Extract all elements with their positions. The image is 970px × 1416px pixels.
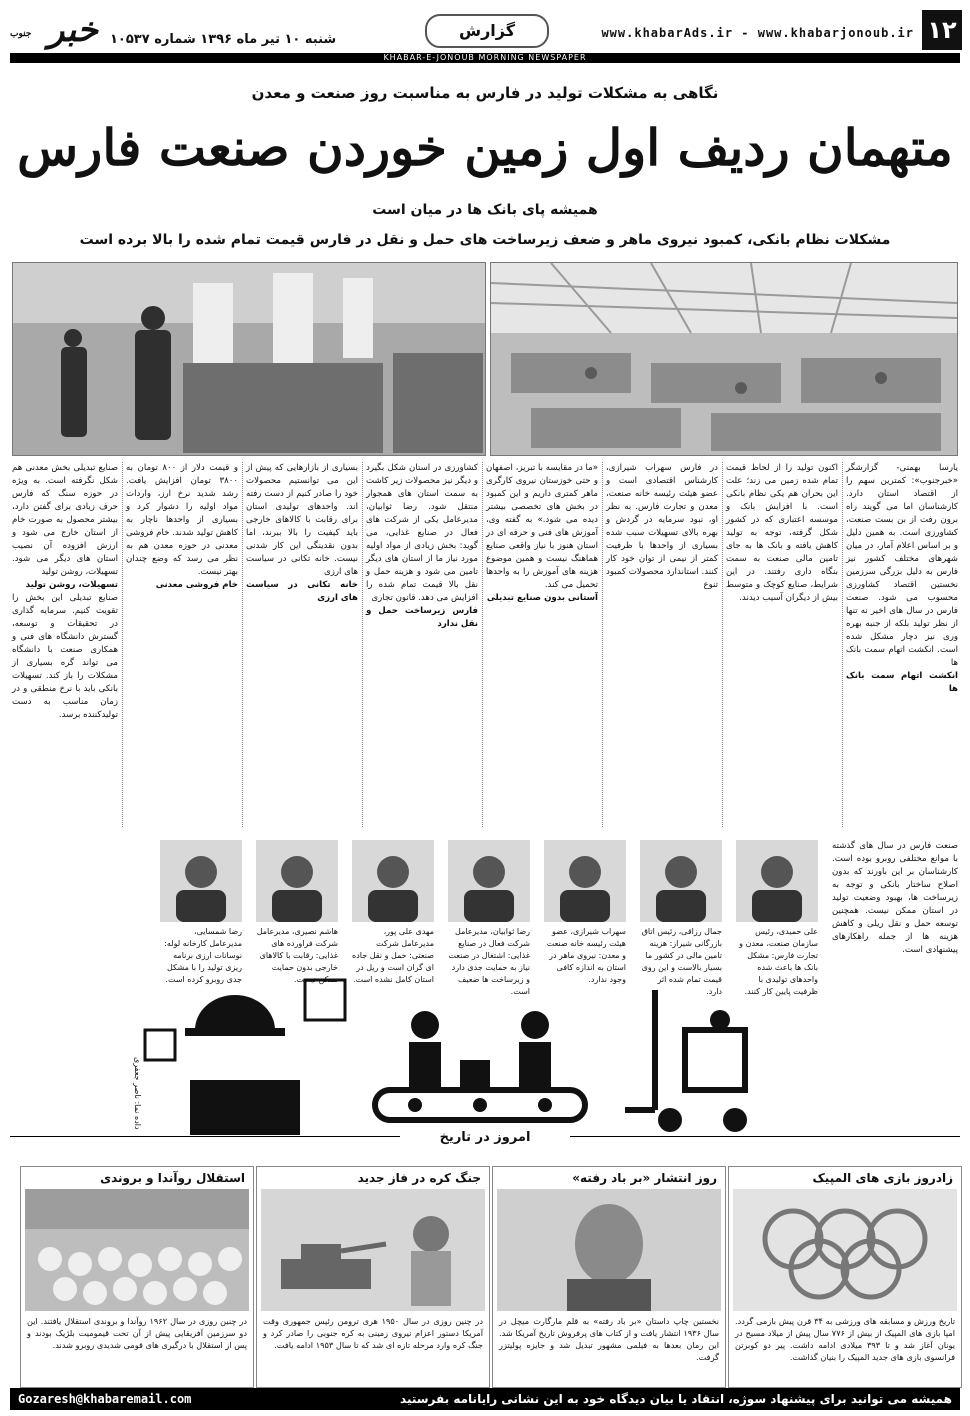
logo-text: خبر <box>47 10 98 50</box>
history-box-text: نخستین چاپ داستان «بر باد رفته» به قلم مارگارت میچل در سال ۱۹۳۶ انتشار یافت و از کتاب های پرفروش تاریخ آمریکا شد. این رمان بعدها به فیلمی مشهور تبدیل شد و جایزه پولیتزر گرفت. <box>499 1316 719 1362</box>
history-box <box>492 1166 726 1388</box>
industry-infographic <box>125 970 785 1140</box>
column-divider <box>722 462 723 827</box>
article-subhead-1: همیشه پای بانک ها در میان است <box>372 202 598 218</box>
page-number: ۱۲ <box>922 10 962 50</box>
footer-email-link[interactable]: Gozaresh@khabaremail.com <box>18 1392 192 1406</box>
history-box <box>728 1166 962 1388</box>
history-box-title: زادروز بازی های المپیک <box>812 1171 953 1185</box>
column-subhead: آستانی بدون صنایع تبدیلی <box>486 593 598 603</box>
bio-card <box>448 840 530 996</box>
history-box <box>20 1166 254 1388</box>
workers-machinery-photo <box>12 262 486 456</box>
section-label: گزارش <box>425 14 549 48</box>
bio-caption: هاشم نصیری، مدیرعامل شرکت فراورده های غذایی: رقابت با کالاهای خارجی بدون حمایت ممکن نیست. <box>256 927 338 984</box>
column-subhead: فارس زیرساخت حمل و نقل ندارد <box>366 606 478 629</box>
olympic-rings-image <box>733 1189 957 1311</box>
bio-caption: سهراب شیرازی، عضو هیئت رئیسه خانه صنعت و معدن: نیروی ماهر در استان به اندازه کافی وجود ندارد. <box>546 927 626 984</box>
factory-floor-photo <box>490 262 958 456</box>
portrait-photo <box>352 840 434 922</box>
article-headline: متهمان ردیف اول زمین خوردن صنعت فارس <box>17 118 953 177</box>
column-divider <box>122 462 123 827</box>
article-column-7: و قیمت دلار از ۸۰۰ تومان به ۳۸۰۰ تومان افزایش یافت. رشد شدید نرخ ارز، واردات مواد اولیه را دشوار کرد و بسیاری از واحدها ناچار به کاهش تولید شدند. خام فروشی معدنی در حوزه معدن هم به نظر می رسد که وضع چندان بهتر نیست. خام فروشی معدنی <box>126 463 239 590</box>
logo-sub: جنوب <box>10 29 32 39</box>
article-column-1: یارسا بهمنی- گزارشگر «خبرجنوب»: کمترین سهم را از اقتصاد استان دارد. کارشناسان اما می گویند راه برون رفت از بن بست صنعت، کشاورزی است. به همین دلیل و بر اساس اعلام آمار، در میان شهرهای مختلف کشور نیز فارس به دلیل بزرگی سرزمین نخستین اقتصاد کشاورزی محسوب می شود. صنعت فارس در سال های اخیر نه تنها از نظر تولید بلکه از جنبه بهره وری نیز دچار مشکل شده است. انکشت اتهام سمت بانک ها انکشت اتهام سمت بانک ها <box>846 463 958 694</box>
article-subhead-2: مشکلات نظام بانکی، کمبود نیروی ماهر و ضعف زیرساخت های حمل و نقل در فارس قیمت تمام شده را بالا برده است <box>79 232 891 248</box>
article-kicker: نگاهی به مشکلات تولید در فارس به مناسبت روز صنعت و معدن <box>251 84 719 102</box>
column-subhead: خام فروشی معدنی <box>155 580 238 590</box>
column-divider <box>242 462 243 827</box>
column-divider <box>482 462 483 827</box>
forklift-icon <box>625 990 745 1110</box>
portrait-photo <box>256 840 338 922</box>
author-portrait-image <box>497 1189 721 1311</box>
rwanda-memorial-image <box>25 1189 249 1311</box>
column-divider <box>602 462 603 827</box>
bio-card <box>736 840 818 996</box>
history-box-title: استقلال روآندا و بروندی <box>100 1171 245 1185</box>
bio-caption: رضا ثوابیان، مدیرعامل شرکت فعال در صنایع غذایی: اشتغال در صنعت نیاز به حمایت جدی دارد و زیرساخت ها ضعیف است. <box>448 927 530 996</box>
history-box-text: در چنین روزی در سال ۱۹۵۰ هری ترومن رئیس جمهوری وقت آمریکا دستور اعزام نیروی زمینی به کره جنوبی را صادر کرد و جنگ کره وارد مرحله تازه ای شد که تا سال ۱۹۵۳ ادامه یافت. <box>263 1316 483 1350</box>
newspaper-logo <box>10 10 98 50</box>
history-box-text: در چنین روزی در سال ۱۹۶۲ روآندا و بروندی استقلال یافتند. این دو سرزمین آفریقایی پیش از آن تحت قیمومیت بلژیک بودند و پس از استقلال با درگیری های قومی شدیدی روبرو شدند. <box>27 1316 247 1350</box>
bio-caption: مهدی علی پور، مدیرعامل شرکت صنعتی: حمل و نقل جاده ای گران است و ریل در استان کامل نشده است. <box>352 927 434 984</box>
portrait-photo <box>160 840 242 922</box>
engineer-icon <box>145 980 345 1135</box>
column-subhead: انکشت اتهام سمت بانک ها <box>846 671 958 694</box>
history-section-title: امروز در تاریخ <box>400 1130 570 1152</box>
bio-card <box>160 840 242 984</box>
infographic-credit: داده نما: ناصر جعفری <box>133 1057 142 1130</box>
korean-war-image <box>261 1189 485 1311</box>
history-box-text: تاریخ ورزش و مسابقه های ورزشی به ۳۴ قرن پیش بازمی گردد. امپا بازی های المپیک از بیش از ۷۷۶ سال پیش از میلاد مسیح در یونان آغاز شد و تا ۳۹۳ میلادی ادامه داشت. پیر دو کوبرتن فرانسوی بازی های جدید المپیک را بنیان گذاشت. <box>735 1316 955 1362</box>
website-urls[interactable]: www.khabarAds.ir - www.khabarjonoub.ir <box>601 26 914 40</box>
portrait-photo <box>736 840 818 922</box>
portrait-photo <box>640 840 722 922</box>
bio-card <box>544 840 626 984</box>
column-subhead: خانه تکانی در سیاست های ارزی <box>246 580 358 603</box>
article-column-6: بسیاری از بازارهایی که پیش از این می توانستیم محصولات خود را صادر کنیم از دست رفته اند. واحدهای تولیدی استان برای رقابت با کالاهای خارجی باید کیفیت را بالا ببرند، اما بدون نقدینگی این کار شدنی نیست. خانه تکانی در سیاست های ارزی خانه تکانی در سیاست های ارزی <box>246 463 358 603</box>
article-column-4: «ما در مقایسه با تبریز، اصفهان و حتی خوزستان نیروی کارگری ماهر کمتری داریم و این کمبود در بخش های تخصصی بیشتر دیده می شود.» به گفته وی، آموزش های فنی و حرفه ای در استان هنوز با نیاز واقعی صنایع هماهنگ نیست و همین موضوع هزینه های آموزش را به واحدها تحمیل می کند. آستانی بدون صنایع تبدیلی <box>486 463 598 603</box>
footer-bar <box>10 1388 960 1410</box>
bio-caption: جمال رزاقی، رئیس اتاق بازرگانی شیراز: هزینه تامین مالی در کشور ما بسیار بالاست و این روی قیمت تمام شده اثر دارد. <box>641 927 722 996</box>
bio-card <box>256 840 338 984</box>
column-subhead: تسهیلات، روشن تولید <box>25 580 118 590</box>
bio-card <box>352 840 434 984</box>
history-box <box>256 1166 490 1388</box>
article-column-2: اکنون تولید را از لحاظ قیمت تمام شده زمین می زند؛ علت این بحران هم یکی نظام بانکی است. با افزایش بانک و موسسه اعتباری که در کشور شکل گرفته، توجه به تولید کاهش یافته و بانک ها به جای تامین مالی صنعت به سمت بنگاه داری رفتند. در این شرایط، صنایع کوچک و متوسط بیش از دیگران آسیب دیدند. <box>726 463 838 603</box>
article-column-3: در فارس سهراب شیرازی، کارشناس اقتصادی است و عضو هیئت رئیسه خانه صنعت، معدن و تجارت فارس. به نظر او، نبود سرمایه در گردش و بهره بالای تسهیلات سبب شده بسیاری از واحدها با ظرفیت کمتر از نیمی از توان خود کار کنند. استاندارد محصولات کمبود تنوع <box>606 463 718 590</box>
column-divider <box>362 462 363 827</box>
bio-caption: علی حمیدی، رئیس سازمان صنعت، معدن و تجارت فارس: مشکل بانک ها باعث شده واحدهای تولیدی با ظرفیت پایین کار کنند. <box>739 927 818 996</box>
history-box-title: روز انتشار «بر باد رفته» <box>572 1171 717 1185</box>
article-column-5: کشاورزی در استان شکل بگیرد و دیگر نیز محصولات زیر کاشت به سمت استان های همجوار منتقل شود. رضا ثوابیان، مدیرعامل یکی از شرکت های فعال در صنایع غذایی، می گوید: بخش زیادی از مواد اولیه مورد نیاز ما از استان های دیگر تامین می شود و هزینه حمل و نقل بالا قیمت تمام شده را افزایش می دهد. قانون تجاری فارس زیرساخت حمل و نقل ندارد <box>366 463 478 629</box>
bio-caption: رضا شمسایی، مدیرعامل کارخانه لوله: نوسانات ارزی برنامه ریزی تولید را با مشکل جدی روبرو کرده است. <box>164 927 242 984</box>
history-box-title: جنگ کره در فاز جدید <box>357 1171 481 1185</box>
article-column-8: صنایع تبدیلی بخش معدنی هم شکل نگرفته است. به ویژه در حوزه سنگ که فارس حرف زیادی برای گفتن دارد، بیشتر محصول به صورت خام از استان خارج می شود و ارزش افزوده آن نصیب استان های دیگر می شود. تسهیلات، روشن تولید تسهیلات، روشن تولید صنایع تبدیلی این بخش را تقویت کنیم. سرمایه گذاری در تحقیقات و توسعه، گسترش دانشگاه های فنی و همکاری صنعت با دانشگاه می تواند گره بسیاری از مشکلات را باز کند. تسهیلات بانکی باید با نرخ منطقی و در زمان مناسب به دست تولیدکننده برسد. <box>12 463 118 720</box>
bio-card <box>640 840 722 996</box>
portrait-photo <box>448 840 530 922</box>
issue-info: شنبه ۱۰ تیر ماه ۱۳۹۶ شماره ۱۰۵۳۷ <box>110 32 337 47</box>
article-column-continued: صنعت فارس در سال های گذشته با موانع مختلفی روبرو بوده است. کارشناسان بر این باورند که بدون اصلاح ساختار بانکی و توجه به زیرساخت ها، بهبود وضعیت تولید در استان ممکن نیست. همچنین توسعه حمل و نقل ریلی و کاهش هزینه ها از جمله راهکارهای پیشنهادی است. <box>832 841 958 955</box>
portrait-photo <box>544 840 626 922</box>
paper-name-bar: KHABAR-E-JONOUB MORNING NEWSPAPER <box>10 53 960 63</box>
column-divider <box>842 462 843 827</box>
footer-text: همیشه می توانید برای پیشنهاد سوژه، انتقاد یا بیان دیدگاه خود به این نشانی رایانامه بفرستید <box>400 1392 952 1406</box>
